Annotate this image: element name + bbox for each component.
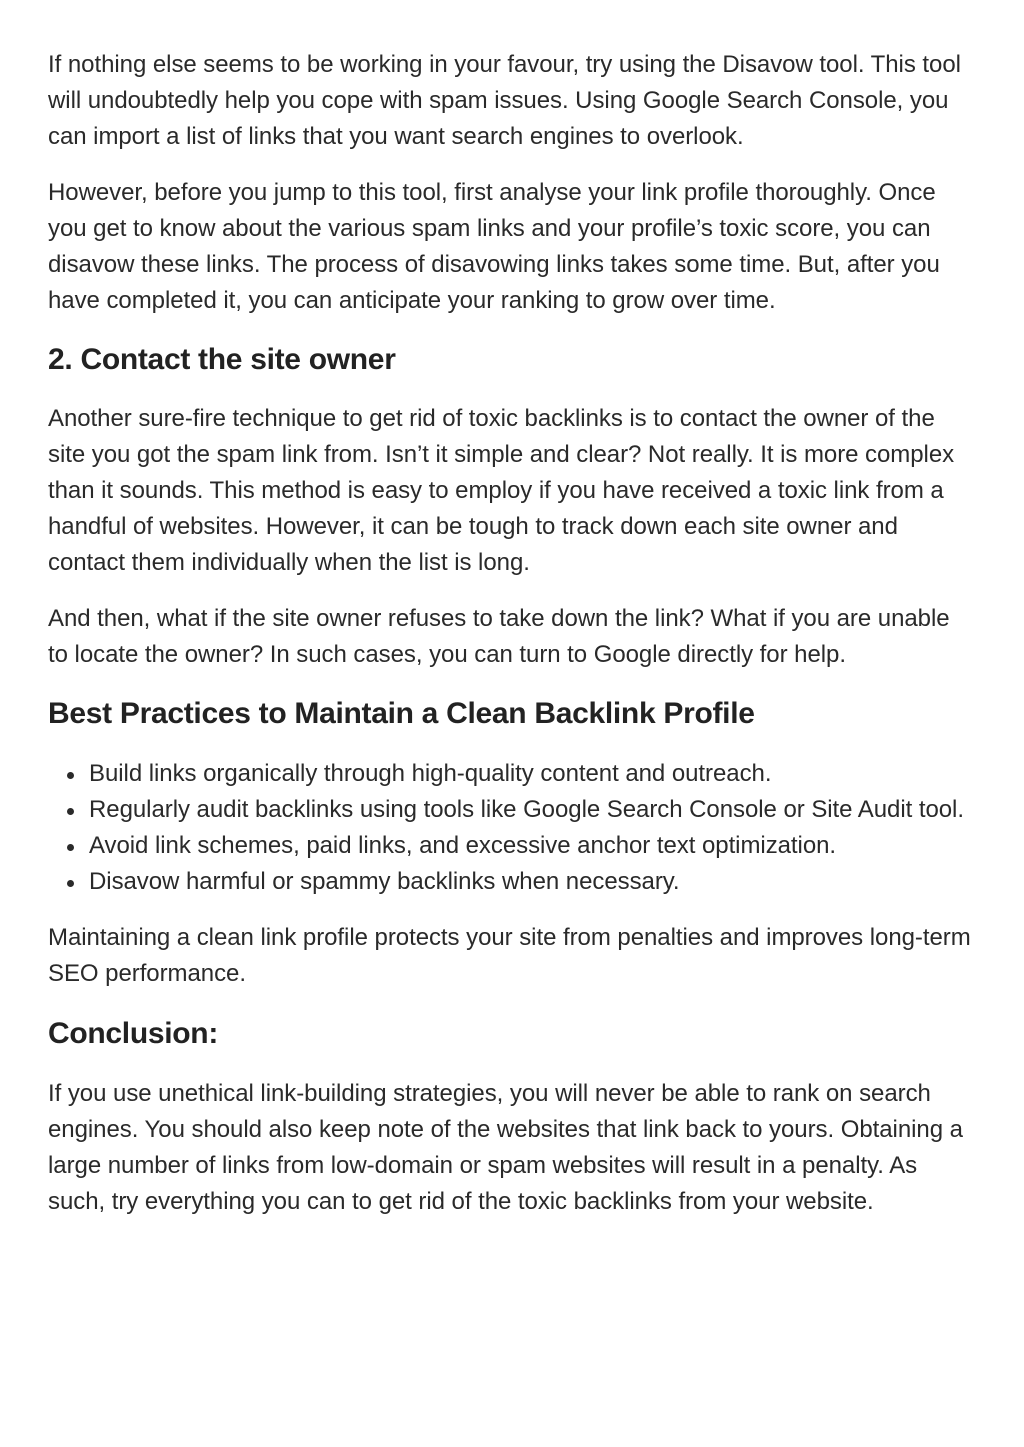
list-item-text: Disavow harmful or spammy backlinks when necessary. [89,868,680,895]
best-practices-list [48,756,976,900]
heading-contact-site-owner: 2. Contact the site owner [48,343,396,376]
contact-paragraph-refusal: And then, what if the site owner refuses to take down the link? What if you are unable to locate the owner? In such cases, you can turn to Google directly for help. [48,605,950,668]
conclusion-paragraph: If you use unethical link-building strategies, you will never be able to rank on search engines. You should also keep note of the websites that link back to yours. Obtaining a large number of links from low-domain or spam websites will result in a penalty. As such, try everything you can to get rid of the toxic backlinks from your website. [48,1080,963,1215]
intro-paragraph-analyse: However, before you jump to this tool, first analyse your link profile thoroughly. Once you get to know about the various spam links and your profile’s toxic score, you can disavow these links. The process of disavowing links takes some time. But, after you have completed it, you can anticipate your ranking to grow over time. [48,179,940,314]
list-item [89,756,976,792]
list-item-text: Regularly audit backlinks using tools like Google Search Console or Site Audit tool. [89,796,964,823]
bullet-icon [67,844,74,851]
list-item [89,864,976,900]
list-item-text: Build links organically through high-quality content and outreach. [89,760,772,787]
list-item [89,828,976,864]
list-item-text: Avoid link schemes, paid links, and excessive anchor text optimization. [89,832,837,859]
best-practices-paragraph: Maintaining a clean link profile protects your site from penalties and improves long-term SEO performance. [48,924,971,987]
bullet-icon [67,880,74,887]
heading-best-practices: Best Practices to Maintain a Clean Backlink Profile [48,697,755,730]
bullet-icon [67,808,74,815]
list-item [89,792,976,828]
contact-paragraph-technique: Another sure-fire technique to get rid of toxic backlinks is to contact the owner of the site you got the spam link from. Isn’t it simple and clear? Not really. It is more complex than it sounds. This method is easy to employ if you have received a toxic link from a handful of websites. However, it can be tough to track down each site owner and contact them individually when the list is long. [48,405,955,576]
intro-paragraph-disavow: If nothing else seems to be working in your favour, try using the Disavow tool. This tool will undoubtedly help you cope with spam issues. Using Google Search Console, you can import a list of links that you want search engines to overlook. [48,51,961,150]
heading-conclusion: Conclusion: [48,1017,219,1050]
bullet-icon [67,772,74,779]
